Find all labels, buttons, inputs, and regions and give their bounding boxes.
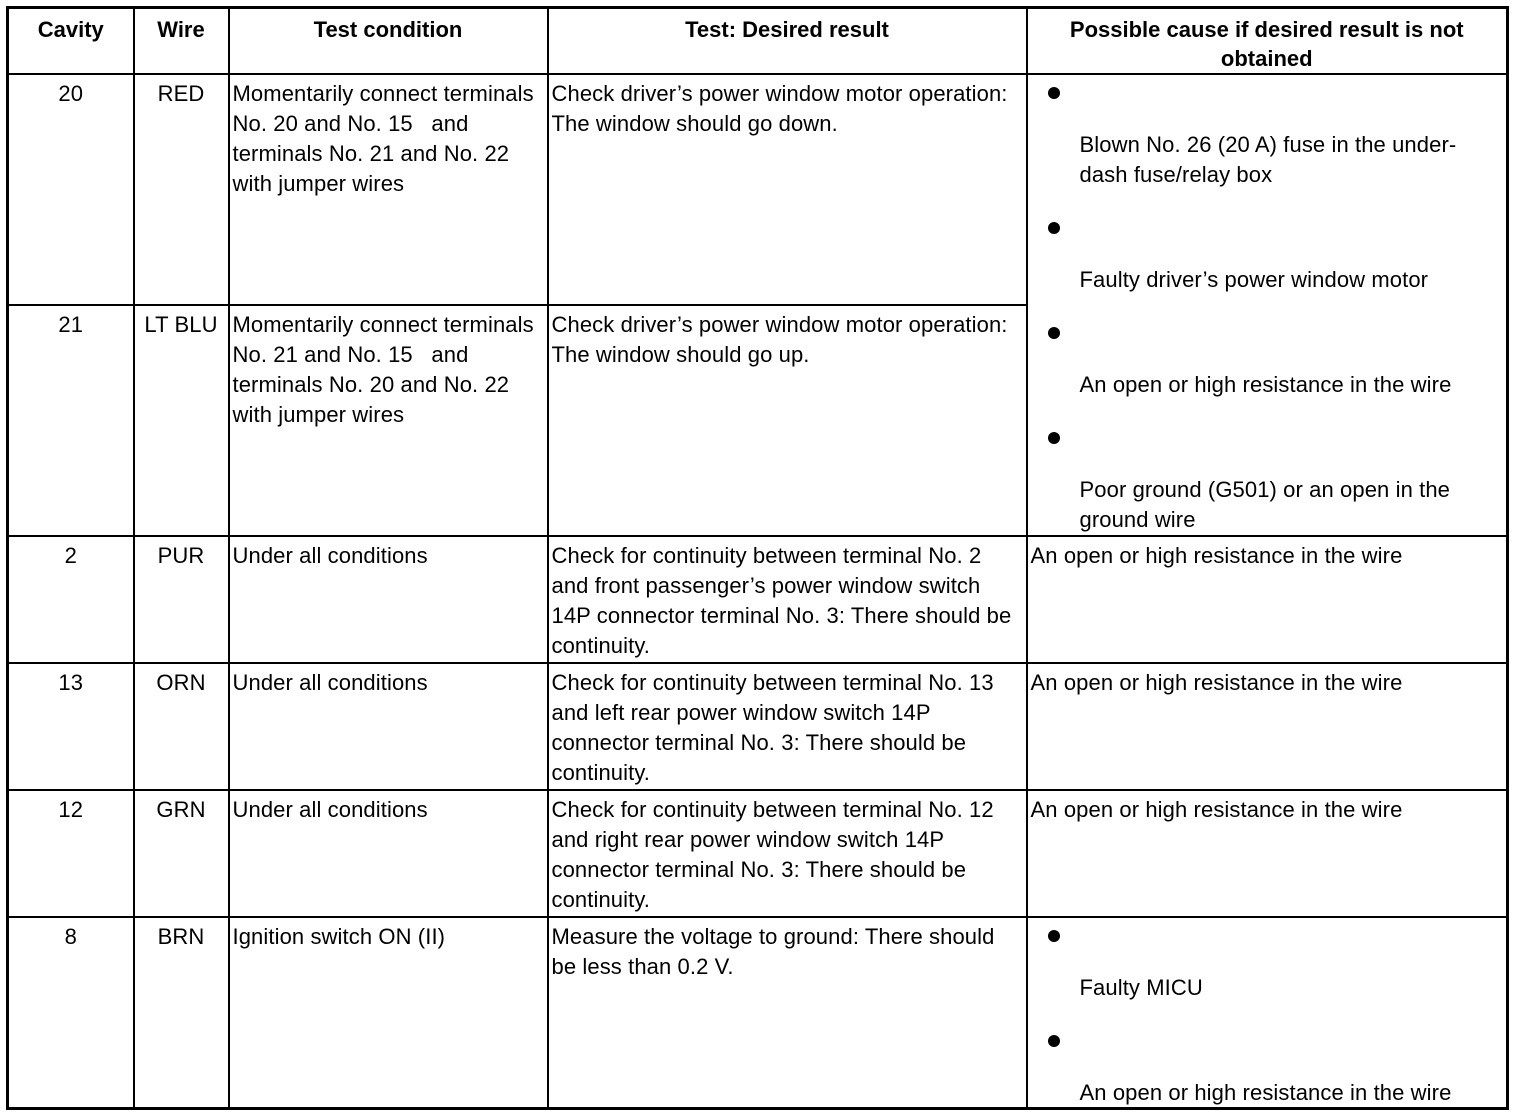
bullet-icon [1048, 327, 1060, 339]
cavity-cell: 21 [8, 305, 134, 536]
cause-text: An open or high resistance in the wire [1079, 372, 1452, 397]
table-row [8, 536, 1508, 663]
list-item [1028, 918, 1507, 1023]
cause-text: Blown No. 26 (20 A) fuse in the under-dash fuse/relay box [1079, 132, 1457, 187]
bullet-icon [1048, 930, 1060, 942]
bullet-icon [1048, 1035, 1060, 1047]
list-item [1028, 420, 1507, 532]
header-row [8, 8, 1508, 75]
cause-text: An open or high resistance in the wire [1079, 1080, 1452, 1105]
cavity-cell: 20 [8, 74, 134, 305]
condition-cell: Momentarily connect terminals No. 20 and No. 15 and terminals No. 21 and No. 22 with jumper wires [229, 74, 548, 305]
bullet-icon [1048, 87, 1060, 99]
list-item [1028, 75, 1507, 187]
header-wire: Wire [134, 8, 229, 75]
cause-cell-list [1027, 917, 1508, 1108]
list-item [1028, 210, 1507, 315]
wire-cell: PUR [134, 536, 229, 663]
cause-text: Faulty MICU [1079, 975, 1203, 1000]
wire-cell: GRN [134, 790, 229, 917]
cavity-cell: 2 [8, 536, 134, 663]
cause-cell: An open or high resistance in the wire [1027, 790, 1508, 917]
condition-cell: Ignition switch ON (II) [229, 917, 548, 1108]
result-cell: Check driver’s power window motor operation: The window should go down. [548, 74, 1027, 305]
header-possible-cause: Possible cause if desired result is not obtained [1027, 8, 1508, 75]
table-row [8, 917, 1508, 1108]
table-row [8, 790, 1508, 917]
table-row [8, 74, 1508, 305]
cavity-cell: 12 [8, 790, 134, 917]
result-cell: Measure the voltage to ground: There should be less than 0.2 V. [548, 917, 1027, 1108]
result-cell: Check driver’s power window motor operation: The window should go up. [548, 305, 1027, 536]
result-cell: Check for continuity between terminal No. 2 and front passenger’s power window switch 14P connector terminal No. 3: There should be continuity. [548, 536, 1027, 663]
header-test-condition: Test condition [229, 8, 548, 75]
wire-cell: LT BLU [134, 305, 229, 536]
cause-cell: An open or high resistance in the wire [1027, 663, 1508, 790]
cavity-cell: 8 [8, 917, 134, 1108]
cavity-cell: 13 [8, 663, 134, 790]
condition-cell: Under all conditions [229, 790, 548, 917]
result-cell: Check for continuity between terminal No. 12 and right rear power window switch 14P connector terminal No. 3: There should be continuity. [548, 790, 1027, 917]
cause-text: Faulty driver’s power window motor [1079, 267, 1429, 292]
wire-cell: ORN [134, 663, 229, 790]
header-cavity: Cavity [8, 8, 134, 75]
header-desired-result: Test: Desired result [548, 8, 1027, 75]
cause-text: Poor ground (G501) or an open in the ground wire [1079, 477, 1451, 532]
wire-cell: RED [134, 74, 229, 305]
condition-cell: Under all conditions [229, 663, 548, 790]
condition-cell: Momentarily connect terminals No. 21 and No. 15 and terminals No. 20 and No. 22 with jumper wires [229, 305, 548, 536]
list-item [1028, 1023, 1507, 1105]
bullet-icon [1048, 222, 1060, 234]
wire-cell: BRN [134, 917, 229, 1108]
cause-cell-shared [1027, 74, 1508, 536]
list-item [1028, 315, 1507, 420]
result-cell: Check for continuity between terminal No. 13 and left rear power window switch 14P connector terminal No. 3: There should be continuity. [548, 663, 1027, 790]
diagnostic-table [6, 6, 1509, 1110]
condition-cell: Under all conditions [229, 536, 548, 663]
bullet-icon [1048, 432, 1060, 444]
table-row [8, 663, 1508, 790]
cause-cell: An open or high resistance in the wire [1027, 536, 1508, 663]
